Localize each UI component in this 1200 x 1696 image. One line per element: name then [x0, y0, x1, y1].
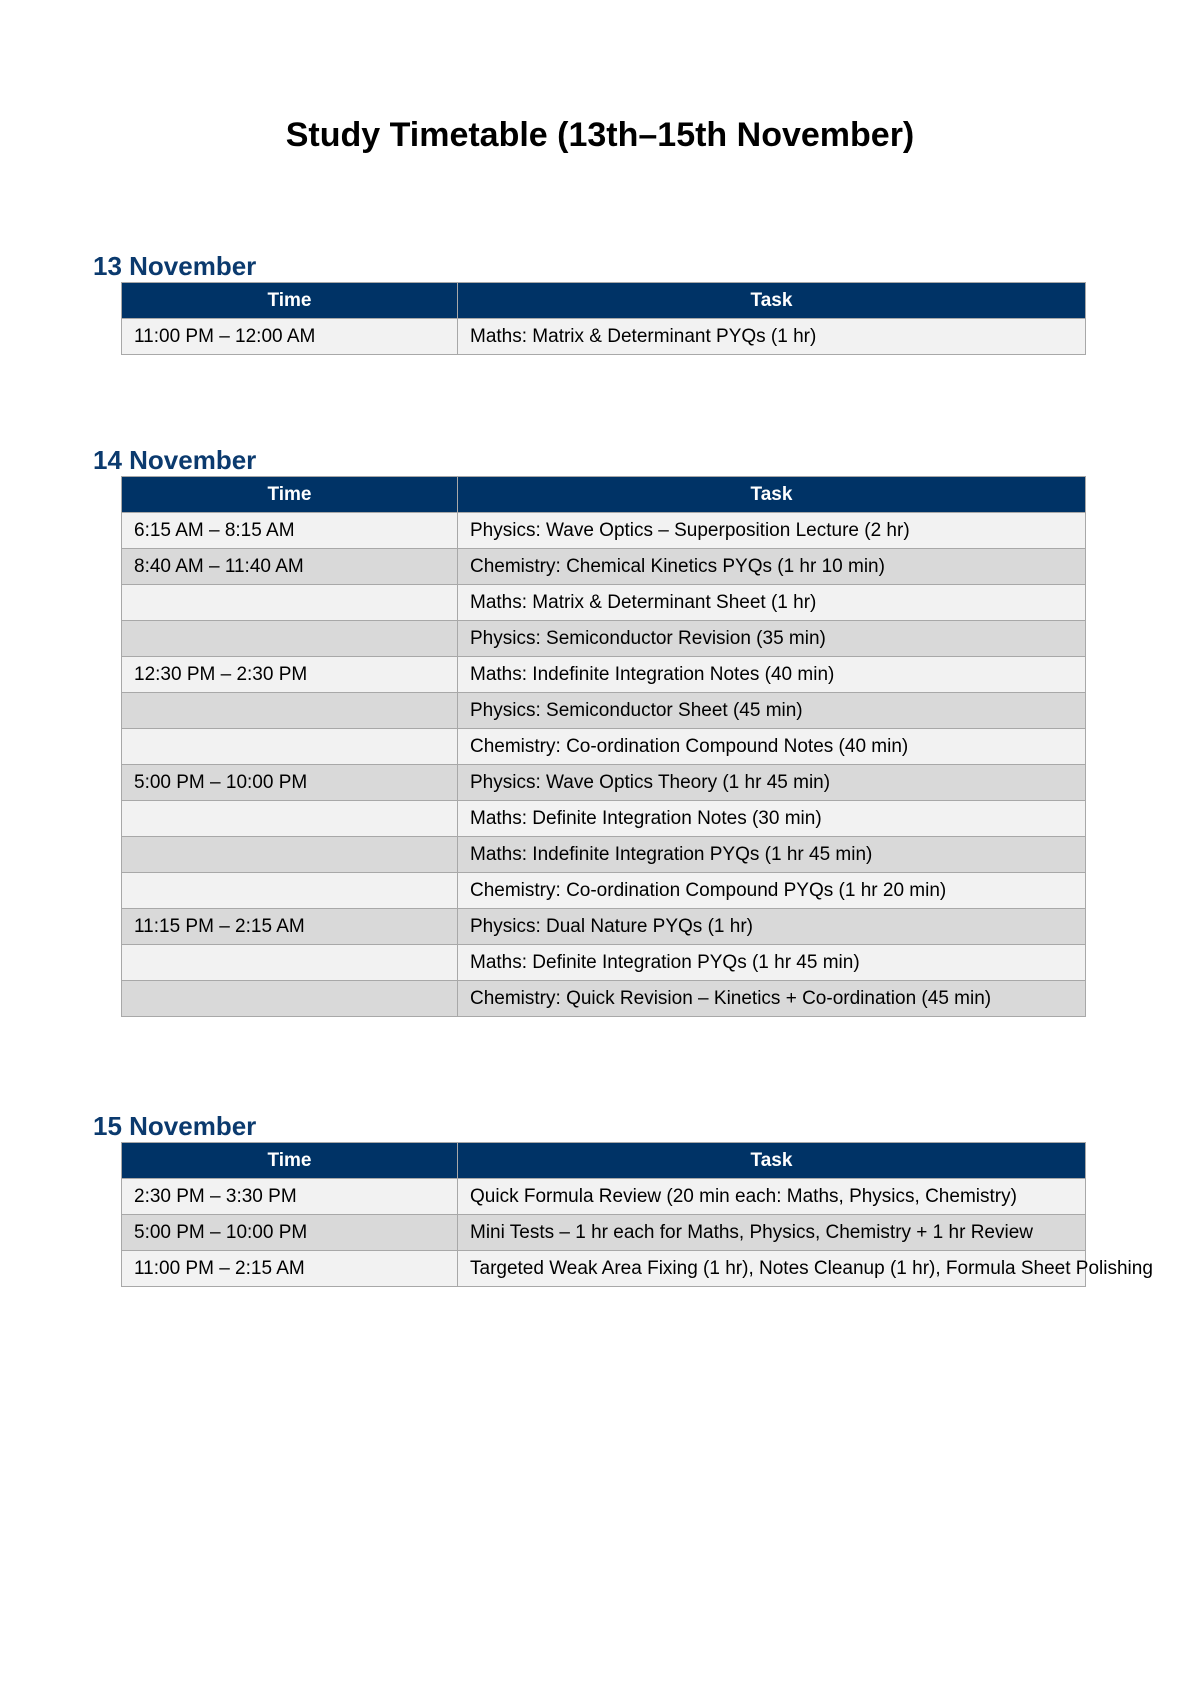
- task-column-header: Task: [458, 1143, 1086, 1179]
- day-heading-14-november: 14 November: [93, 444, 257, 475]
- time-cell: [122, 873, 458, 909]
- task-cell: Physics: Dual Nature PYQs (1 hr): [458, 909, 1086, 945]
- task-cell: Physics: Semiconductor Revision (35 min): [458, 621, 1086, 657]
- task-cell: Physics: Wave Optics Theory (1 hr 45 min): [458, 765, 1086, 801]
- table-row: [122, 513, 1086, 549]
- table-row: [122, 729, 1086, 765]
- task-cell: Mini Tests – 1 hr each for Maths, Physics, Chemistry + 1 hr Review: [458, 1215, 1086, 1251]
- time-cell: 5:00 PM – 10:00 PM: [122, 765, 458, 801]
- time-cell: [122, 693, 458, 729]
- task-cell: Physics: Wave Optics – Superposition Lecture (2 hr): [458, 513, 1086, 549]
- task-cell: Chemistry: Quick Revision – Kinetics + Co-ordination (45 min): [458, 981, 1086, 1017]
- day-heading-13-november: 13 November: [93, 250, 257, 281]
- task-cell: Chemistry: Chemical Kinetics PYQs (1 hr 10 min): [458, 549, 1086, 585]
- time-cell: [122, 801, 458, 837]
- table-body: [122, 319, 1086, 355]
- table-row: [122, 585, 1086, 621]
- table-header-row: [122, 1143, 1086, 1179]
- table-header-row: [122, 283, 1086, 319]
- table-row: [122, 873, 1086, 909]
- time-cell: 11:00 PM – 2:15 AM: [122, 1251, 458, 1287]
- task-cell: Maths: Definite Integration Notes (30 min): [458, 801, 1086, 837]
- time-cell: [122, 729, 458, 765]
- task-cell: Quick Formula Review (20 min each: Maths, Physics, Chemistry): [458, 1179, 1086, 1215]
- task-cell: Maths: Matrix & Determinant PYQs (1 hr): [458, 319, 1086, 355]
- task-cell: Maths: Definite Integration PYQs (1 hr 45 min): [458, 945, 1086, 981]
- table-row: [122, 837, 1086, 873]
- time-column-header: Time: [122, 283, 458, 319]
- table-row: [122, 621, 1086, 657]
- table-row: [122, 549, 1086, 585]
- task-cell: Chemistry: Co-ordination Compound Notes (40 min): [458, 729, 1086, 765]
- time-cell: [122, 837, 458, 873]
- task-cell: Targeted Weak Area Fixing (1 hr), Notes Cleanup (1 hr), Formula Sheet Polishing: [458, 1251, 1086, 1287]
- table-row: [122, 801, 1086, 837]
- time-cell: [122, 621, 458, 657]
- table-row: [122, 693, 1086, 729]
- table-row: [122, 1251, 1086, 1287]
- task-cell: Chemistry: Co-ordination Compound PYQs (1 hr 20 min): [458, 873, 1086, 909]
- time-cell: [122, 945, 458, 981]
- time-cell: 6:15 AM – 8:15 AM: [122, 513, 458, 549]
- time-cell: 5:00 PM – 10:00 PM: [122, 1215, 458, 1251]
- time-cell: 11:00 PM – 12:00 AM: [122, 319, 458, 355]
- task-column-header: Task: [458, 477, 1086, 513]
- schedule-table-13-november: [121, 282, 1086, 355]
- time-cell: 2:30 PM – 3:30 PM: [122, 1179, 458, 1215]
- table-row: [122, 981, 1086, 1017]
- table-body: [122, 513, 1086, 1017]
- time-cell: 8:40 AM – 11:40 AM: [122, 549, 458, 585]
- table-row: [122, 319, 1086, 355]
- table-header-row: [122, 477, 1086, 513]
- table-row: [122, 945, 1086, 981]
- page-title: Study Timetable (13th–15th November): [285, 115, 915, 154]
- table-row: [122, 765, 1086, 801]
- time-cell: 11:15 PM – 2:15 AM: [122, 909, 458, 945]
- time-cell: [122, 585, 458, 621]
- table-row: [122, 1215, 1086, 1251]
- table-row: [122, 657, 1086, 693]
- schedule-table-14-november: [121, 476, 1086, 1017]
- task-cell: Maths: Indefinite Integration Notes (40 min): [458, 657, 1086, 693]
- time-cell: [122, 981, 458, 1017]
- schedule-table-15-november: [121, 1142, 1153, 1287]
- task-cell: Physics: Semiconductor Sheet (45 min): [458, 693, 1086, 729]
- task-cell: Maths: Matrix & Determinant Sheet (1 hr): [458, 585, 1086, 621]
- time-column-header: Time: [122, 1143, 458, 1179]
- time-column-header: Time: [122, 477, 458, 513]
- task-column-header: Task: [458, 283, 1086, 319]
- time-cell: 12:30 PM – 2:30 PM: [122, 657, 458, 693]
- table-row: [122, 909, 1086, 945]
- day-heading-15-november: 15 November: [93, 1110, 257, 1141]
- table-body: [122, 1179, 1153, 1287]
- task-cell: Maths: Indefinite Integration PYQs (1 hr 45 min): [458, 837, 1086, 873]
- table-row: [122, 1179, 1086, 1215]
